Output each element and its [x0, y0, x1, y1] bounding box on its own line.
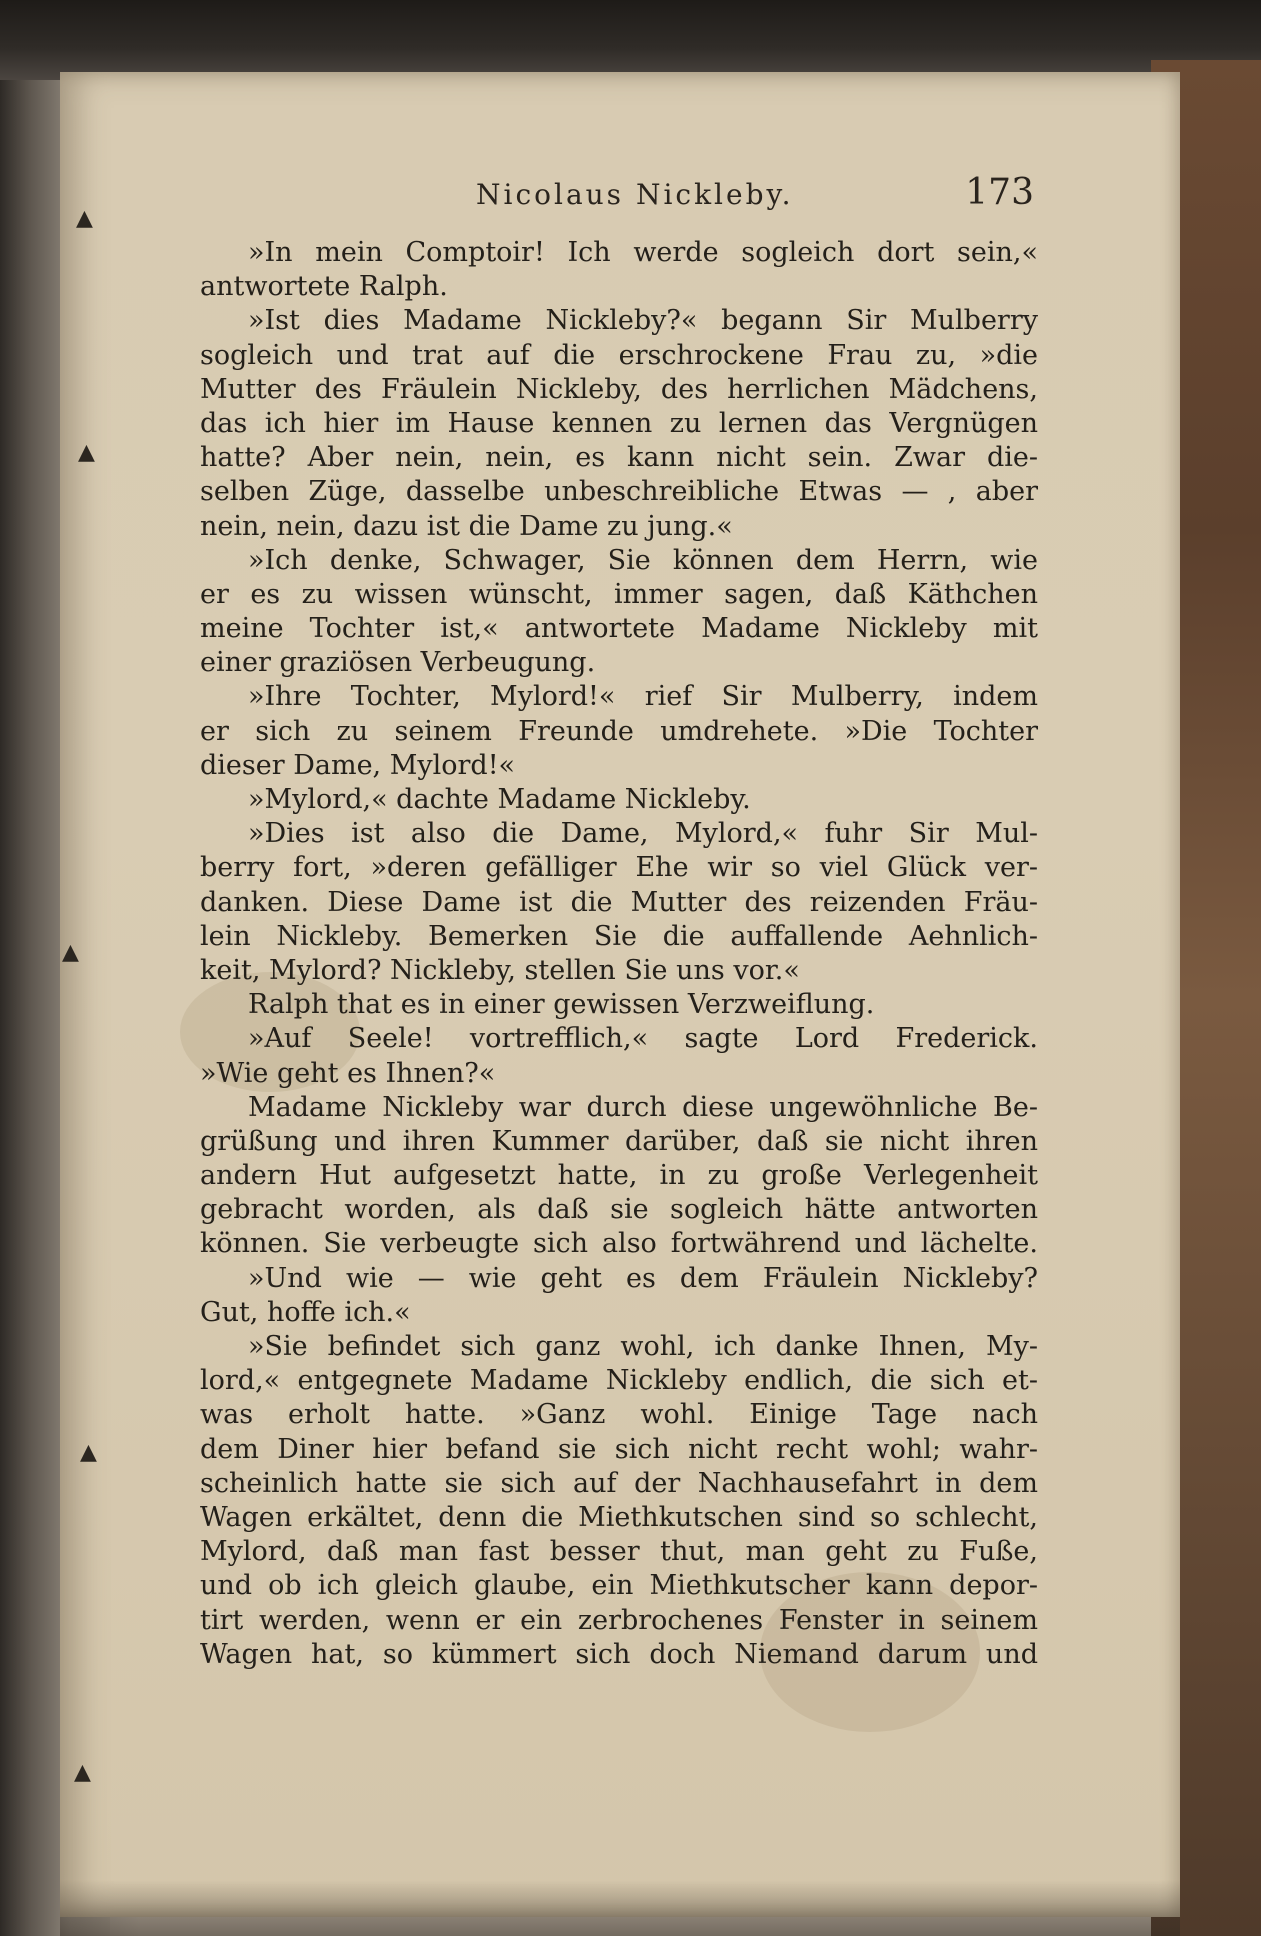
text-line: und ob ich gleich glaube, ein Miethkutscher kann depor-: [200, 1570, 1038, 1602]
text-line: sogleich und trat auf die erschrockene Frau zu, »die: [200, 339, 1038, 371]
text-line: tirt werden, wenn er ein zerbrochenes Fenster in seinem: [200, 1604, 1038, 1636]
text-line: nein, nein, dazu ist die Dame zu jung.«: [200, 510, 733, 542]
text-line: einer graziösen Verbeugung.: [200, 647, 596, 679]
text-line: was erholt hatte. »Ganz wohl. Einige Tage nach: [200, 1399, 1038, 1431]
text-line: »Ich denke, Schwager, Sie können dem Herrn, wie: [248, 544, 1038, 576]
text-line: Madame Nickleby war durch diese ungewöhnliche Be-: [248, 1091, 1038, 1123]
text-line: können. Sie verbeugte sich also fortwährend und lächelte.: [200, 1228, 1038, 1260]
text-line: er sich zu seinem Freunde umdrehete. »Die Tochter: [200, 715, 1038, 747]
text-line: danken. Diese Dame ist die Mutter des reizenden Fräu-: [200, 886, 1038, 918]
text-line: »In mein Comptoir! Ich werde sogleich dort sein,«: [248, 237, 1038, 268]
text-line: gebracht worden, als daß sie sogleich hätte antworten: [200, 1194, 1038, 1226]
body-text: [200, 236, 1038, 1686]
text-line: »Auf Seele! vortrefflich,« sagte Lord Frederick.: [248, 1023, 1038, 1055]
margin-mark-icon: ▲: [80, 1440, 97, 1465]
book-cover-top-edge: [0, 0, 1261, 80]
text-line: antwortete Ralph.: [200, 271, 448, 303]
text-line: »Und wie — wie geht es dem Fräulein Nickleby?: [248, 1262, 1038, 1294]
margin-mark-icon: ▲: [78, 440, 95, 465]
margin-mark-icon: ▲: [62, 940, 79, 965]
text-line: keit, Mylord? Nickleby, stellen Sie uns vor.«: [200, 954, 800, 986]
text-line: Gut, hoffe ich.«: [200, 1296, 411, 1328]
text-line: Ralph that es in einer gewissen Verzweiflung.: [248, 989, 875, 1021]
text-line: er es zu wissen wünscht, immer sagen, daß Käthchen: [200, 578, 1038, 610]
text-line: »Dies ist also die Dame, Mylord,« fuhr Sir Mul-: [248, 818, 1038, 850]
text-line: »Ihre Tochter, Mylord!« rief Sir Mulberry, indem: [248, 681, 1038, 713]
text-line: »Ist dies Madame Nickleby?« begann Sir Mulberry: [248, 305, 1038, 337]
text-line: das ich hier im Hause kennen zu lernen das Vergnügen: [200, 407, 1038, 439]
margin-mark-icon: ▲: [76, 206, 93, 231]
text-line: »Wie geht es Ihnen?«: [200, 1057, 496, 1089]
text-line: »Mylord,« dachte Madame Nickleby.: [248, 784, 751, 815]
text-line: dem Diner hier befand sie sich nicht recht wohl; wahr-: [200, 1433, 1038, 1465]
text-line: berry fort, »deren gefälliger Ehe wir so viel Glück ver-: [200, 852, 1038, 884]
page-bottom-shadow: [60, 1880, 1180, 1936]
text-line: selben Züge, dasselbe unbeschreibliche Etwas — , aber: [200, 476, 1038, 508]
text-line: andern Hut aufgesetzt hatte, in zu große Verlegenheit: [200, 1160, 1038, 1192]
text-line: Mutter des Fräulein Nickleby, des herrlichen Mädchens,: [200, 373, 1038, 405]
text-line: Wagen erkältet, denn die Miethkutschen sind so schlecht,: [200, 1501, 1038, 1533]
running-title: Nicolaus Nickleby.: [476, 178, 794, 211]
text-line: grüßung und ihren Kummer darüber, daß sie nicht ihren: [200, 1125, 1038, 1157]
text-line: lein Nickleby. Bemerken Sie die auffallende Aehnlich-: [200, 920, 1038, 952]
text-line: Wagen hat, so kümmert sich doch Niemand darum und: [200, 1638, 1038, 1670]
text-line: lord,« entgegnete Madame Nickleby endlich, die sich et-: [200, 1365, 1038, 1397]
text-line: dieser Dame, Mylord!«: [200, 749, 516, 781]
page-header: [200, 172, 1040, 222]
page-number: 173: [965, 172, 1034, 213]
text-line: Mylord, daß man fast besser thut, man geht zu Fuße,: [200, 1536, 1038, 1568]
text-line: »Sie befindet sich ganz wohl, ich danke Ihnen, My-: [248, 1331, 1038, 1362]
margin-mark-icon: ▲: [74, 1760, 91, 1785]
text-line: hatte? Aber nein, nein, es kann nicht sein. Zwar die-: [200, 442, 1038, 474]
text-line: meine Tochter ist,« antwortete Madame Nickleby mit: [200, 613, 1038, 645]
text-line: scheinlich hatte sie sich auf der Nachhausefahrt in dem: [200, 1467, 1038, 1499]
